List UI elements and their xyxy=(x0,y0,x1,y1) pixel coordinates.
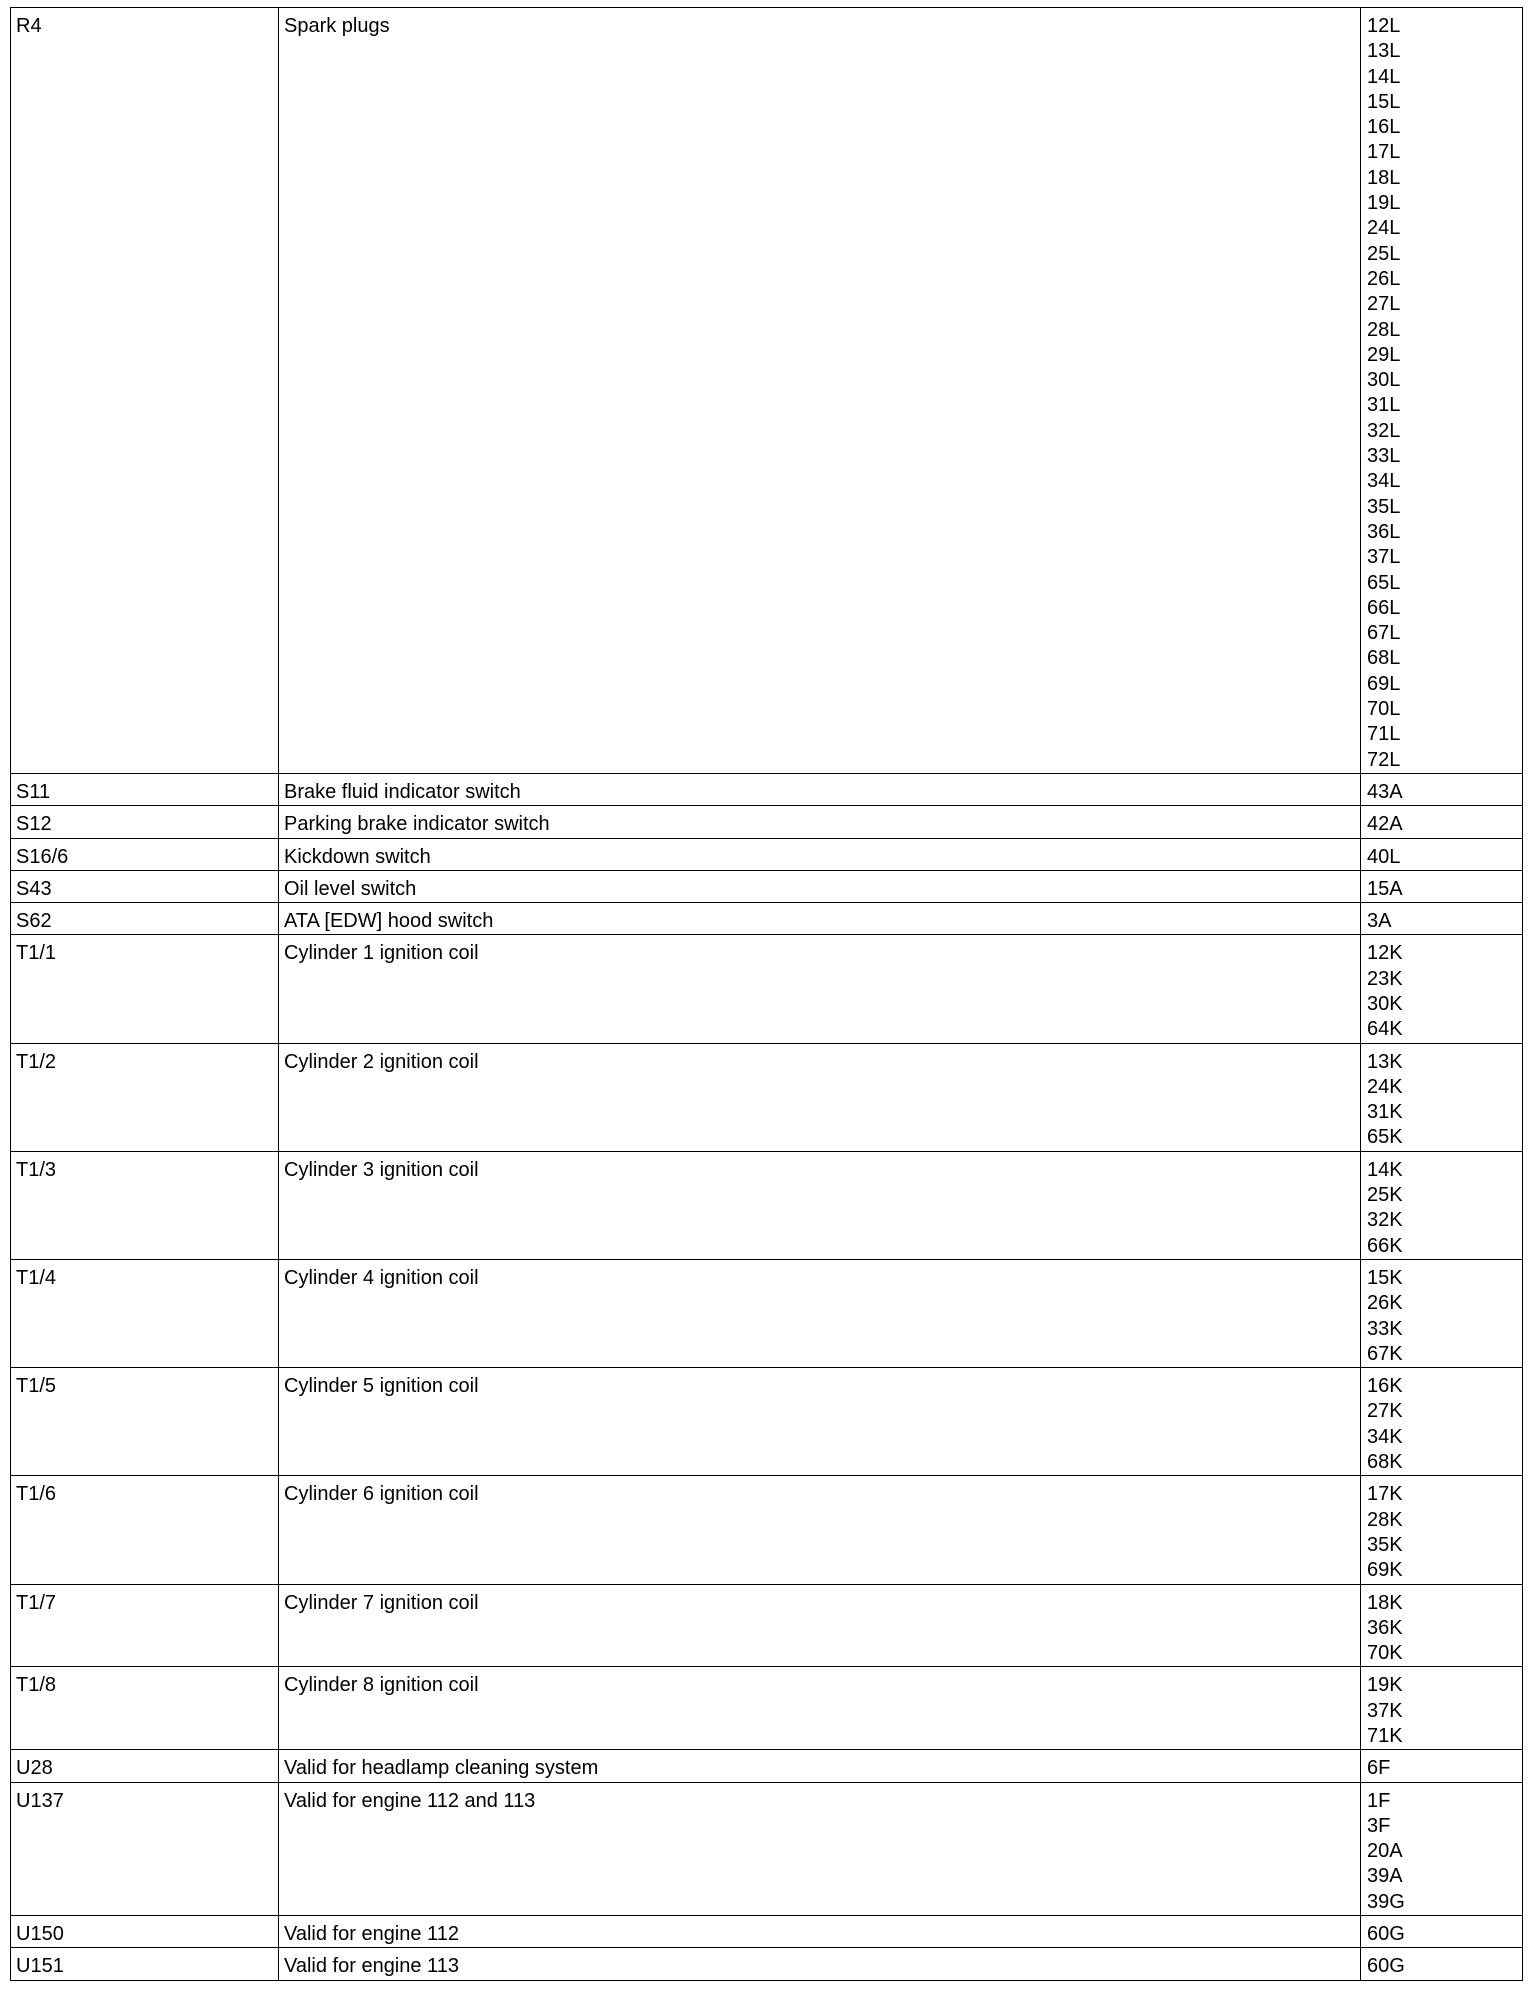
component-description-cell: Parking brake indicator switch xyxy=(279,806,1361,838)
table-row xyxy=(11,903,1523,935)
grid-location: 14K xyxy=(1367,1158,1403,1181)
grid-location-cell xyxy=(1361,1043,1523,1151)
grid-location-cell xyxy=(1361,870,1523,902)
component-code-cell: T1/4 xyxy=(11,1259,279,1367)
component-description-cell: Cylinder 1 ignition coil xyxy=(279,935,1361,1043)
grid-location: 65L xyxy=(1367,571,1401,594)
grid-location: 3F xyxy=(1367,1814,1391,1837)
component-code-cell: T1/8 xyxy=(11,1667,279,1750)
grid-location-cell xyxy=(1361,903,1523,935)
grid-location-cell xyxy=(1361,1368,1523,1476)
grid-location: 37L xyxy=(1367,546,1401,569)
grid-location: 32K xyxy=(1367,1209,1403,1232)
table-row xyxy=(11,1476,1523,1584)
grid-location-cell xyxy=(1361,1584,1523,1667)
component-code-cell: S11 xyxy=(11,773,279,805)
component-description-cell: Kickdown switch xyxy=(279,838,1361,870)
component-description-cell: Brake fluid indicator switch xyxy=(279,773,1361,805)
grid-location: 19K xyxy=(1367,1674,1403,1697)
grid-location: 31L xyxy=(1367,394,1401,417)
grid-location: 13K xyxy=(1367,1050,1403,1073)
table-row xyxy=(11,1948,1523,1980)
grid-location: 29L xyxy=(1367,343,1401,366)
grid-location: 32L xyxy=(1367,419,1401,442)
grid-location: 34K xyxy=(1367,1425,1403,1448)
component-description-cell: Oil level switch xyxy=(279,870,1361,902)
grid-location: 14L xyxy=(1367,65,1401,88)
table-row xyxy=(11,870,1523,902)
grid-location: 71K xyxy=(1367,1725,1403,1747)
grid-location: 36K xyxy=(1367,1616,1403,1639)
grid-location: 67L xyxy=(1367,622,1401,645)
table-row xyxy=(11,1782,1523,1915)
grid-location: 33L xyxy=(1367,445,1401,468)
grid-location-cell xyxy=(1361,806,1523,838)
component-description-cell: Cylinder 6 ignition coil xyxy=(279,1476,1361,1584)
component-code-cell: T1/7 xyxy=(11,1584,279,1667)
grid-location: 33K xyxy=(1367,1317,1403,1340)
grid-location: 68L xyxy=(1367,647,1401,670)
grid-location: 35L xyxy=(1367,495,1401,518)
grid-location: 16L xyxy=(1367,116,1401,139)
grid-location: 65K xyxy=(1367,1126,1403,1149)
component-code-cell: U28 xyxy=(11,1750,279,1782)
grid-location: 17K xyxy=(1367,1483,1403,1506)
grid-location: 60G xyxy=(1367,1923,1405,1946)
component-description-cell: Cylinder 5 ignition coil xyxy=(279,1368,1361,1476)
component-description-cell: Cylinder 2 ignition coil xyxy=(279,1043,1361,1151)
component-code-cell: U151 xyxy=(11,1948,279,1980)
grid-location: 36L xyxy=(1367,520,1401,543)
grid-location: 42A xyxy=(1367,813,1403,836)
grid-location-cell xyxy=(1361,8,1523,774)
grid-location: 16K xyxy=(1367,1375,1403,1398)
component-code-cell: T1/1 xyxy=(11,935,279,1043)
grid-location: 13L xyxy=(1367,40,1401,63)
component-description-cell: Cylinder 8 ignition coil xyxy=(279,1667,1361,1750)
component-description-cell: Valid for headlamp cleaning system xyxy=(279,1750,1361,1782)
grid-location: 19L xyxy=(1367,192,1401,215)
grid-location-cell xyxy=(1361,838,1523,870)
grid-location-cell xyxy=(1361,1667,1523,1750)
grid-location: 18L xyxy=(1367,166,1401,189)
grid-location: 69K xyxy=(1367,1559,1403,1582)
grid-location: 35K xyxy=(1367,1533,1403,1556)
grid-location: 15A xyxy=(1367,877,1403,900)
grid-location: 24L xyxy=(1367,217,1401,240)
table-row xyxy=(11,935,1523,1043)
grid-location: 18K xyxy=(1367,1591,1403,1614)
grid-location: 72L xyxy=(1367,748,1401,771)
component-code-cell: S62 xyxy=(11,903,279,935)
grid-location: 23K xyxy=(1367,967,1403,990)
grid-location: 60G xyxy=(1367,1955,1405,1978)
grid-location-cell xyxy=(1361,773,1523,805)
grid-location: 28L xyxy=(1367,318,1401,341)
grid-location: 64K xyxy=(1367,1018,1403,1041)
grid-location: 27K xyxy=(1367,1400,1403,1423)
grid-location: 17L xyxy=(1367,141,1401,164)
grid-location: 66L xyxy=(1367,596,1401,619)
grid-location: 6F xyxy=(1367,1757,1391,1780)
component-description-cell: Spark plugs xyxy=(279,8,1361,774)
component-code-cell: S16/6 xyxy=(11,838,279,870)
component-code-cell: R4 xyxy=(11,8,279,774)
component-description-cell: Cylinder 3 ignition coil xyxy=(279,1151,1361,1259)
grid-location: 71L xyxy=(1367,723,1401,746)
grid-location: 69L xyxy=(1367,672,1401,695)
grid-location: 15L xyxy=(1367,90,1401,113)
table-row xyxy=(11,773,1523,805)
component-code-cell: U137 xyxy=(11,1782,279,1915)
table-row xyxy=(11,1667,1523,1750)
table-row xyxy=(11,1750,1523,1782)
component-code-cell: S43 xyxy=(11,870,279,902)
grid-location-cell xyxy=(1361,935,1523,1043)
grid-location-cell xyxy=(1361,1259,1523,1367)
component-description-cell: ATA [EDW] hood switch xyxy=(279,903,1361,935)
grid-location: 20A xyxy=(1367,1840,1403,1863)
grid-location: 12L xyxy=(1367,15,1401,37)
grid-location-cell xyxy=(1361,1916,1523,1948)
table-row xyxy=(11,806,1523,838)
table-row xyxy=(11,1368,1523,1476)
grid-location: 43A xyxy=(1367,780,1403,803)
table-row xyxy=(11,8,1523,774)
grid-location: 30K xyxy=(1367,992,1403,1015)
grid-location: 30L xyxy=(1367,369,1401,392)
table-row xyxy=(11,1916,1523,1948)
grid-location: 15K xyxy=(1367,1266,1403,1289)
component-code-cell: S12 xyxy=(11,806,279,838)
component-description-cell: Valid for engine 112 xyxy=(279,1916,1361,1948)
grid-location: 12K xyxy=(1367,942,1403,965)
component-description-cell: Valid for engine 113 xyxy=(279,1948,1361,1980)
component-legend-table xyxy=(10,7,1523,1981)
grid-location-cell xyxy=(1361,1948,1523,1980)
component-description-cell: Cylinder 7 ignition coil xyxy=(279,1584,1361,1667)
grid-location: 70K xyxy=(1367,1642,1403,1665)
table-row xyxy=(11,1259,1523,1367)
grid-location: 26K xyxy=(1367,1292,1403,1315)
grid-location: 3A xyxy=(1367,910,1392,933)
grid-location: 25K xyxy=(1367,1184,1403,1207)
grid-location: 39A xyxy=(1367,1865,1403,1888)
component-description-cell: Valid for engine 112 and 113 xyxy=(279,1782,1361,1915)
grid-location: 37K xyxy=(1367,1699,1403,1722)
component-code-cell: T1/3 xyxy=(11,1151,279,1259)
component-code-cell: U150 xyxy=(11,1916,279,1948)
grid-location: 27L xyxy=(1367,293,1401,316)
component-code-cell: T1/5 xyxy=(11,1368,279,1476)
grid-location: 1F xyxy=(1367,1789,1391,1812)
grid-location: 68K xyxy=(1367,1451,1403,1474)
grid-location: 28K xyxy=(1367,1508,1403,1531)
grid-location: 34L xyxy=(1367,470,1401,493)
grid-location-cell xyxy=(1361,1476,1523,1584)
grid-location: 24K xyxy=(1367,1075,1403,1098)
grid-location: 66K xyxy=(1367,1234,1403,1257)
grid-location-cell xyxy=(1361,1782,1523,1915)
grid-location: 39G xyxy=(1367,1890,1405,1913)
grid-location: 26L xyxy=(1367,267,1401,290)
grid-location: 40L xyxy=(1367,845,1401,868)
table-row xyxy=(11,1151,1523,1259)
grid-location: 70L xyxy=(1367,698,1401,721)
legend-table-body xyxy=(11,8,1523,1981)
grid-location: 67K xyxy=(1367,1342,1403,1365)
table-row xyxy=(11,838,1523,870)
table-row xyxy=(11,1043,1523,1151)
grid-location: 31K xyxy=(1367,1101,1403,1124)
component-code-cell: T1/2 xyxy=(11,1043,279,1151)
component-code-cell: T1/6 xyxy=(11,1476,279,1584)
grid-location: 25L xyxy=(1367,242,1401,265)
table-row xyxy=(11,1584,1523,1667)
grid-location-cell xyxy=(1361,1750,1523,1782)
grid-location-cell xyxy=(1361,1151,1523,1259)
component-description-cell: Cylinder 4 ignition coil xyxy=(279,1259,1361,1367)
